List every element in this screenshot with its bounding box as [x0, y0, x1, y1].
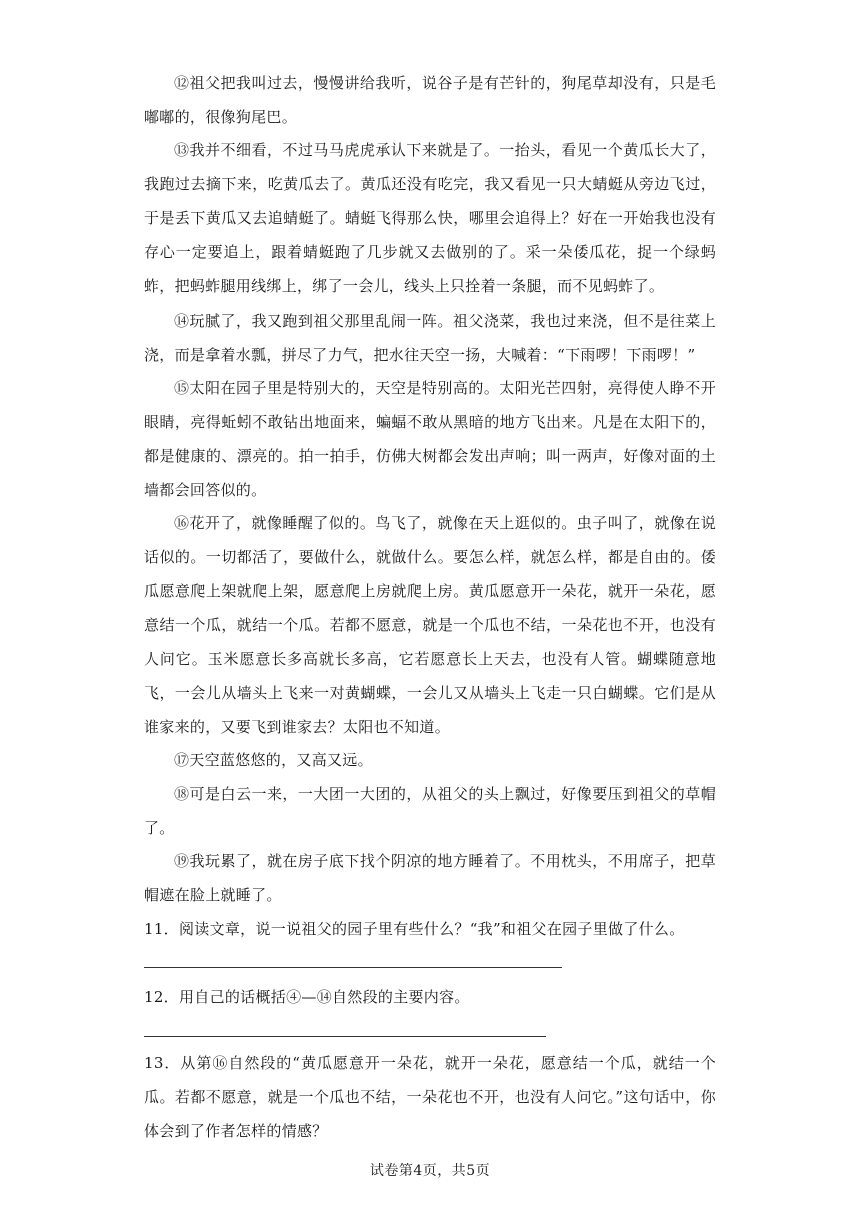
paragraph-19: ⑲我玩累了，就在房子底下找个阴凉的地方睡着了。不用枕头，不用席子，把草帽遮在脸上就睡了。 [144, 852, 716, 904]
answer-line-12[interactable] [144, 1036, 546, 1037]
page-footer: 试卷第4页，共5页 [369, 1163, 491, 1179]
paragraph-14: ⑭玩腻了，我又跑到祖父那里乱闹一阵。祖父浇菜，我也过来浇，但不是往菜上浇，而是拿着水瓢，拼尽了力气，把水往天空一扬，大喊着：“下雨啰！下雨啰！” [144, 312, 716, 364]
paragraph-16: ⑯花开了，就像睡醒了似的。鸟飞了，就像在天上逛似的。虫子叫了，就像在说话似的。一切都活了，要做什么，就做什么。要怎么样，就怎么样，都是自由的。倭瓜愿意爬上架就爬上架，愿意爬上房就爬上房。黄瓜愿意开一朵花，就开一朵花，愿意结一个瓜，就结一个瓜。若都不愿意，就是一个瓜也不结，一朵花也不开，也没有人问它。玉米愿意长多高就长多高，它若愿意长上天去，也没有人管。蝴蝶随意地飞，一会儿从墙头上飞来一对黄蝴蝶，一会儿又从墙头上飞走一只白蝴蝶。它们是从谁家来的，又要飞到谁家去？太阳也不知道。 [144, 514, 716, 736]
paragraph-17: ⑰天空蓝悠悠的，又高又远。 [174, 751, 373, 769]
paragraph-13: ⑬我并不细看，不过马马虎虎承认下来就是了。一抬头，看见一个黄瓜长大了，我跑过去摘下来，吃黄瓜去了。黄瓜还没有吃完，我又看见一只大蜻蜓从旁边飞过，于是丢下黄瓜又去追蜻蜓了。蜻蜓飞得那么快，哪里会追得上？好在一开始我也没有存心一定要追上，跟着蜻蜓跑了几步就又去做别的了。采一朵倭瓜花，捉一个绿蚂蚱，把蚂蚱腿用线绑上，绑了一会儿，线头上只拴着一条腿，而不见蚂蚱了。 [144, 141, 716, 295]
question-12: 12．用自己的话概括④—⑭自然段的主要内容。 [144, 988, 470, 1006]
question-11: 11．阅读文章，说一说祖父的园子里有些什么？“我”和祖父在园子里做了什么。 [144, 920, 685, 938]
question-13: 13．从第⑯自然段的“黄瓜愿意开一朵花，就开一朵花，愿意结一个瓜，就结一个瓜。若都不愿意，就是一个瓜也不结，一朵花也不开，也没有人问它。”这句话中，你体会到了作者怎样的情感？ [144, 1054, 716, 1140]
paragraph-15: ⑮太阳在园子里是特别大的，天空是特别高的。太阳光芒四射，亮得使人睁不开眼睛，亮得蚯蚓不敢钻出地面来，蝙蝠不敢从黑暗的地方飞出来。凡是在太阳下的，都是健康的、漂亮的。拍一拍手，仿佛大树都会发出声响；叫一两声，好像对面的土墙都会回答似的。 [144, 379, 716, 499]
paragraph-18: ⑱可是白云一来，一大团一大团的，从祖父的头上飘过，好像要压到祖父的草帽了。 [144, 785, 716, 837]
answer-line-11[interactable] [144, 967, 562, 968]
paragraph-12: ⑫祖父把我叫过去，慢慢讲给我听，说谷子是有芒针的，狗尾草却没有，只是毛嘟嘟的，很像狗尾巴。 [144, 74, 716, 126]
